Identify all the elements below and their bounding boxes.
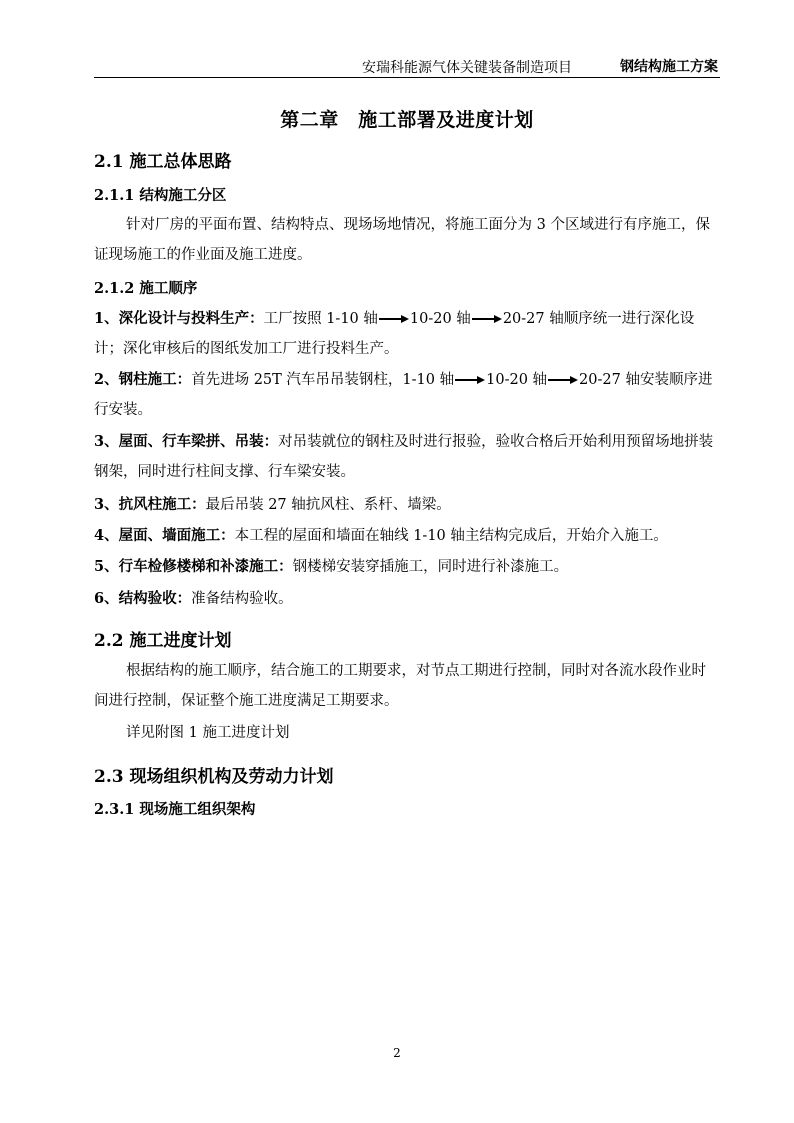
right-arrow-icon <box>379 314 409 324</box>
sequence-item-5-text: 本工程的屋面和墙面在轴线 1-10 轴主结构完成后，开始介入施工。 <box>234 528 668 544</box>
header-project-name: 安瑞科能源气体关键装备制造项目 <box>362 60 572 76</box>
right-arrow-icon <box>548 375 578 385</box>
sequence-item-2-text-b: 10-20 轴 <box>486 372 548 388</box>
sequence-item-7-text: 准备结构验收。 <box>191 591 293 607</box>
sequence-item-6-text: 钢楼梯安装穿插施工，同时进行补漆施工。 <box>292 559 569 575</box>
right-arrow-icon <box>472 314 502 324</box>
sequence-item-5-label: 4、屋面、墙面施工： <box>94 527 235 544</box>
page-number: 2 <box>393 1046 401 1060</box>
sequence-item-1-text-b: 10-20 轴 <box>409 311 471 327</box>
section-2-1-1-heading: 2.1.1 结构施工分区 <box>94 187 227 204</box>
sequence-item-7-label: 6、结构验收： <box>94 590 192 607</box>
sequence-item-1 <box>94 304 720 364</box>
section-2-2-reference: 详见附图 1 施工进度计划 <box>126 725 290 741</box>
sequence-item-1-text-c: 20-27 轴顺序统一进行深化设计；深化审核后的图纸发加工厂进行投料生产。 <box>94 311 695 357</box>
sequence-item-2-text-c: 20-27 轴安装顺序进行安装。 <box>94 372 713 418</box>
sequence-item-3-label: 3、屋面、行车梁拼、吊装： <box>94 433 279 450</box>
section-2-1-1-paragraph: 针对厂房的平面布置、结构特点、现场场地情况，将施工面分为 3 个区域进行有序施工，保证现场施工的作业面及施工进度。 <box>94 217 710 263</box>
sequence-item-1-label: 1、深化设计与投料生产： <box>94 310 264 327</box>
header-document-title: 钢结构施工方案 <box>620 59 718 75</box>
sequence-item-7 <box>94 584 720 614</box>
section-2-2-heading: 2.2 施工进度计划 <box>94 631 232 651</box>
section-2-2-paragraph: 根据结构的施工顺序，结合施工的工期要求，对节点工期进行控制，同时对各流水段作业时间进行控制，保证整个施工进度满足工期要求。 <box>94 663 706 709</box>
sequence-item-2 <box>94 365 720 425</box>
page-header <box>94 55 720 78</box>
sequence-item-4 <box>94 490 720 520</box>
sequence-item-4-label: 3、抗风柱施工： <box>94 496 206 513</box>
section-2-3-heading: 2.3 现场组织机构及劳动力计划 <box>94 767 334 787</box>
section-2-1-2-heading: 2.1.2 施工顺序 <box>94 280 198 297</box>
sequence-item-5 <box>94 521 720 551</box>
section-2-1-heading: 2.1 施工总体思路 <box>94 152 232 172</box>
section-2-3-1-heading: 2.3.1 现场施工组织架构 <box>94 801 256 818</box>
sequence-item-3-text: 对吊装就位的钢柱及时进行报验，验收合格后开始利用预留场地拼装钢架，同时进行柱间支撑、行车梁安装。 <box>94 434 714 480</box>
sequence-item-2-text-a: 首先进场 25T 汽车吊吊装钢柱，1-10 轴 <box>191 372 455 388</box>
sequence-item-3 <box>94 427 720 487</box>
sequence-item-2-label: 2、钢柱施工： <box>94 371 192 388</box>
chapter-title: 第二章 施工部署及进度计划 <box>280 109 534 131</box>
sequence-item-4-text: 最后吊装 27 轴抗风柱、系杆、墙梁。 <box>205 497 451 513</box>
sequence-item-6-label: 5、行车检修楼梯和补漆施工： <box>94 558 293 575</box>
sequence-item-6 <box>94 552 720 582</box>
right-arrow-icon <box>455 375 485 385</box>
sequence-item-1-text-a: 工厂按照 1-10 轴 <box>263 311 378 327</box>
